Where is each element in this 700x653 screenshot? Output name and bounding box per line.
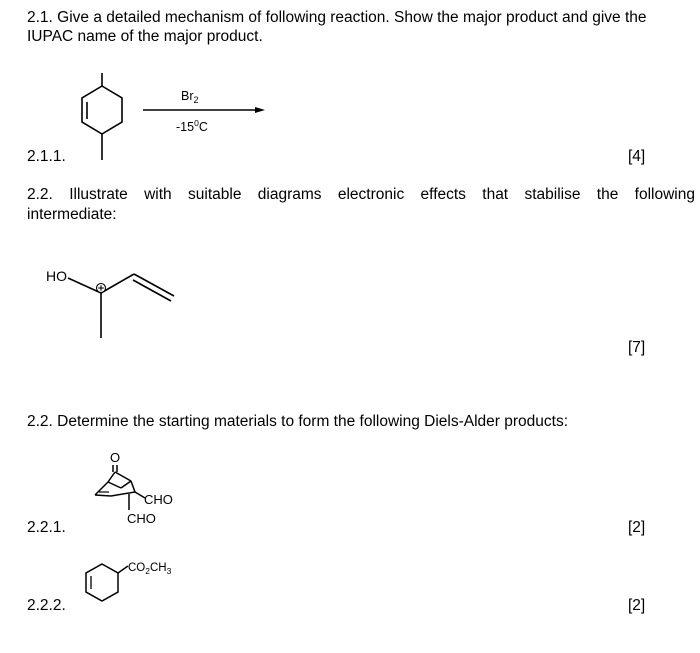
q22-line1: 2.2. Illustrate with suitable diagrams electronic effects that stabilise the following (27, 186, 695, 203)
q22-intermediate-structure (40, 258, 190, 346)
c-o-bond (68, 278, 101, 293)
c-c-bond (101, 274, 134, 293)
cho-upper-label: CHO (144, 492, 173, 507)
q22-line2: intermediate: (27, 206, 117, 223)
reagent-label: $Br_2$ (181, 89, 199, 105)
ester-label: $CO_2CH_3$ (128, 562, 172, 576)
ho-label: HO (46, 268, 67, 284)
q21-item-label: 2.1.1. (27, 148, 66, 165)
q21-line2: IUPAC name of the major product. (27, 28, 263, 45)
q23-item1-label: 2.2.1. (27, 519, 66, 536)
q23-cyclohexene-ester-structure (82, 552, 202, 610)
cho-lower-label: CHO (127, 511, 156, 526)
q23-item2-label: 2.2.2. (27, 597, 66, 614)
q23-item1-marks: [2] (628, 519, 646, 536)
q23-item2-marks: [2] (628, 597, 646, 614)
reaction-arrow-head (255, 107, 265, 113)
q22-marks: [7] (628, 339, 646, 356)
q21-reaction-scheme (75, 62, 275, 170)
vinyl-bond-1 (134, 274, 174, 296)
q21-marks: [4] (628, 148, 646, 165)
q21-line1: 2.1. Give a detailed mechanism of following reaction. Show the major product and give the (27, 9, 647, 26)
cyclohexene-ring (82, 86, 122, 134)
ketone-o-label: O (110, 450, 121, 465)
condition-label: $-15^0C$ (176, 118, 208, 134)
q23-bicyclic-structure (85, 448, 195, 530)
q23-heading: 2.2. Determine the starting materials to form the following Diels-Alder products: (27, 413, 569, 430)
